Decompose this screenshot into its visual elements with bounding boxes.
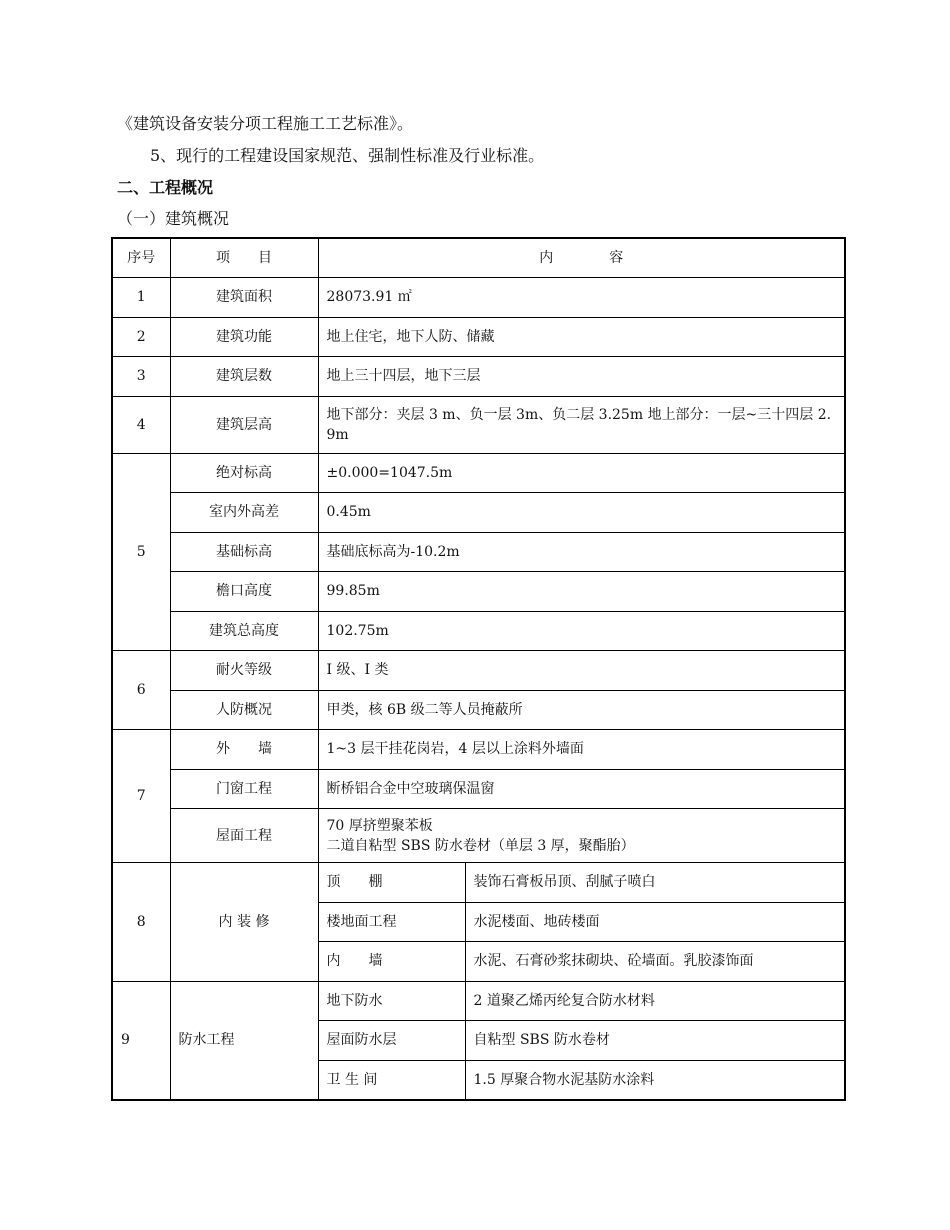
- table-row: [112, 863, 845, 903]
- table-row: [112, 981, 845, 1021]
- row-item: 建筑功能: [170, 317, 318, 357]
- row-content: I 级、I 类: [318, 651, 845, 691]
- intro-line-regulations: 5、现行的工程建设国家规范、强制性标准及行业标准。: [150, 146, 545, 165]
- row-subitem: 地下防水: [318, 981, 465, 1021]
- section-heading: 二、工程概况: [117, 178, 214, 197]
- row-item: 耐火等级: [170, 651, 318, 691]
- row-content: 甲类，核 6B 级二等人员掩蔽所: [318, 690, 845, 730]
- row-content: 102.75m: [318, 611, 845, 651]
- building-overview-table: [111, 237, 846, 1101]
- table-row: [112, 278, 845, 318]
- row-item: 人防概况: [170, 690, 318, 730]
- row-content: 地下部分：夹层 3 m、负一层 3m、负二层 3.25m 地上部分：一层~三十四层 2.9m: [318, 396, 845, 453]
- row-subitem: 顶 棚: [318, 863, 465, 903]
- table-row: [112, 453, 845, 493]
- row-content: 自粘型 SBS 防水卷材: [465, 1021, 845, 1061]
- table-header-row: [112, 238, 845, 278]
- table-row: [112, 611, 845, 651]
- row-content: 1~3 层干挂花岗岩，4 层以上涂料外墙面: [318, 730, 845, 770]
- row-no: 1: [112, 278, 170, 318]
- row-no: 8: [112, 863, 170, 982]
- row-content: 地上住宅，地下人防、储藏: [318, 317, 845, 357]
- row-item: 防水工程: [170, 981, 318, 1100]
- row-item: 建筑层数: [170, 357, 318, 397]
- table-row: [112, 651, 845, 691]
- header-no: 序号: [112, 238, 170, 278]
- row-content: ±0.000=1047.5m: [318, 453, 845, 493]
- roof-content-line-2: 二道自粘型 SBS 防水卷材（单层 3 厚，聚酯胎）: [326, 837, 635, 854]
- row-item: 建筑层高: [170, 396, 318, 453]
- row-item: 基础标高: [170, 532, 318, 572]
- row-no: 9: [112, 981, 170, 1100]
- subsection-heading: （一）建筑概况: [117, 209, 230, 228]
- table-row: [112, 690, 845, 730]
- table-row: [112, 532, 845, 572]
- table-row: [112, 357, 845, 397]
- roof-content-line-1: 70 厚挤塑聚苯板: [326, 817, 433, 834]
- row-content: 断桥铝合金中空玻璃保温窗: [318, 769, 845, 809]
- row-subitem: 内 墙: [318, 942, 465, 982]
- row-item: 内 装 修: [170, 863, 318, 982]
- row-item: 檐口高度: [170, 572, 318, 612]
- table-row: [112, 769, 845, 809]
- row-item: 室内外高差: [170, 493, 318, 533]
- row-no: 2: [112, 317, 170, 357]
- row-item: 门窗工程: [170, 769, 318, 809]
- row-no: 3: [112, 357, 170, 397]
- row-content: 水泥、石膏砂浆抹砌块、砼墙面。乳胶漆饰面: [465, 942, 845, 982]
- row-no: 6: [112, 651, 170, 730]
- row-content: 装饰石膏板吊顶、刮腻子喷白: [465, 863, 845, 903]
- row-content: 0.45m: [318, 493, 845, 533]
- row-subitem: 卫 生 间: [318, 1060, 465, 1100]
- row-content: 地上三十四层，地下三层: [318, 357, 845, 397]
- table-row: [112, 493, 845, 533]
- row-content: 99.85m: [318, 572, 845, 612]
- row-subitem: 屋面防水层: [318, 1021, 465, 1061]
- row-subitem: 楼地面工程: [318, 902, 465, 942]
- header-content: 内 容: [318, 238, 845, 278]
- row-content: 28073.91 ㎡: [318, 278, 845, 318]
- row-item: 建筑总高度: [170, 611, 318, 651]
- table-row: [112, 317, 845, 357]
- row-item: 建筑面积: [170, 278, 318, 318]
- intro-line-standard: 《建筑设备安装分项工程施工工艺标准》。: [117, 114, 414, 133]
- row-content: 基础底标高为-10.2m: [318, 532, 845, 572]
- row-content: 1.5 厚聚合物水泥基防水涂料: [465, 1060, 845, 1100]
- row-item: 屋面工程: [170, 809, 318, 863]
- row-no: 7: [112, 730, 170, 863]
- row-content: 水泥楼面、地砖楼面: [465, 902, 845, 942]
- row-content: 2 道聚乙烯丙纶复合防水材料: [465, 981, 845, 1021]
- row-item: 绝对标高: [170, 453, 318, 493]
- row-item: 外 墙: [170, 730, 318, 770]
- header-item: 项 目: [170, 238, 318, 278]
- row-no: 5: [112, 453, 170, 651]
- table-row: [112, 572, 845, 612]
- table-row: [112, 809, 845, 863]
- table-row: [112, 730, 845, 770]
- row-content: [318, 809, 845, 863]
- row-no: 4: [112, 396, 170, 453]
- table-row: [112, 396, 845, 453]
